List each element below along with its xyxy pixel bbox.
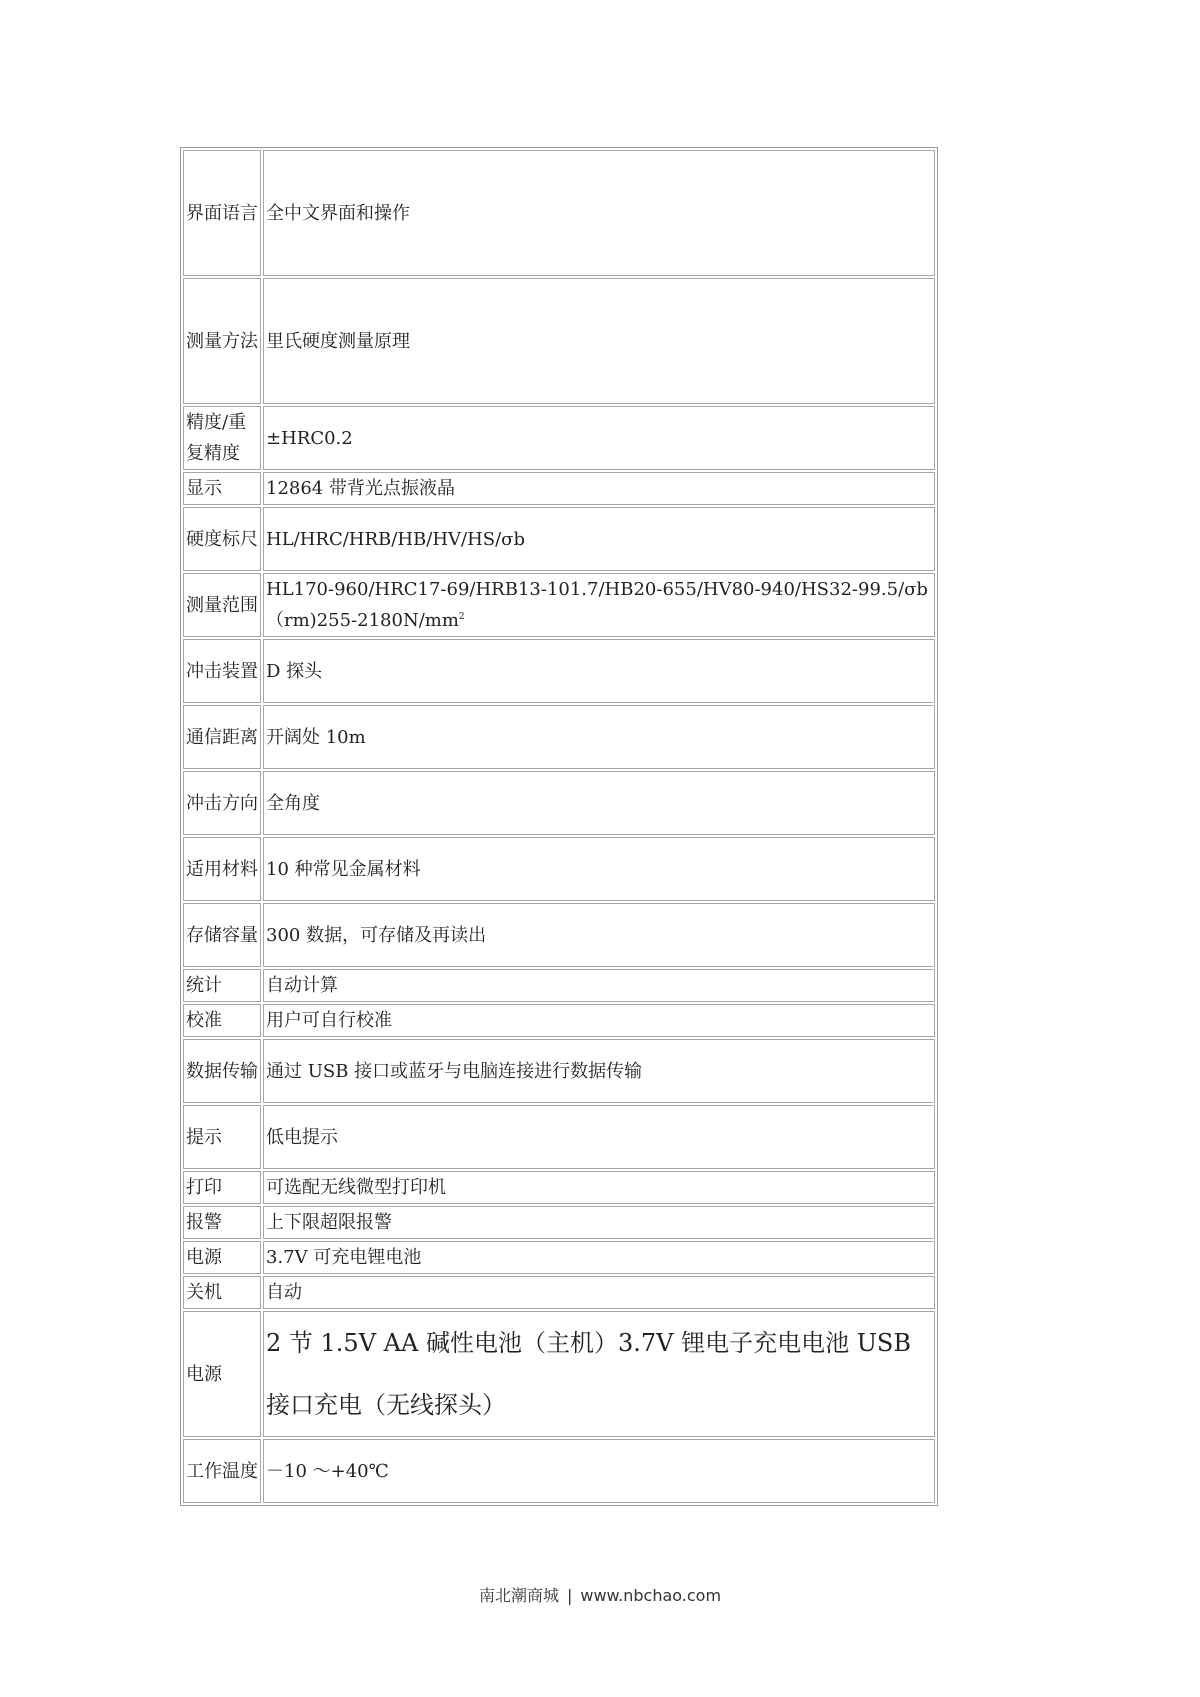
row-label: 界面语言 [183, 150, 261, 276]
row-label: 数据传输 [183, 1039, 261, 1103]
row-label: 电源 [183, 1311, 261, 1437]
row-value: 开阔处 10m [263, 705, 935, 769]
row-label: 测量范围 [183, 573, 261, 637]
row-label: 电源 [183, 1241, 261, 1274]
unit-superscript: 2 [458, 612, 465, 622]
table-row [183, 771, 935, 835]
page-footer [0, 1583, 1200, 1606]
row-value: 低电提示 [263, 1105, 935, 1169]
table-row [183, 837, 935, 901]
row-label: 适用材料 [183, 837, 261, 901]
row-value: ±HRC0.2 [263, 406, 935, 470]
row-value: D 探头 [263, 639, 935, 703]
row-label: 提示 [183, 1105, 261, 1169]
row-value: 用户可自行校准 [263, 1004, 935, 1037]
row-value: 上下限超限报警 [263, 1206, 935, 1239]
table-row [183, 1206, 935, 1239]
table-row [183, 472, 935, 505]
table-row [183, 1241, 935, 1274]
table-row [183, 903, 935, 967]
row-label: 统计 [183, 969, 261, 1002]
table-row [183, 1004, 935, 1037]
table-row [183, 406, 935, 470]
row-label: 存储容量 [183, 903, 261, 967]
row-value: 里氏硬度测量原理 [263, 278, 935, 404]
row-value: 自动计算 [263, 969, 935, 1002]
row-label: 冲击装置 [183, 639, 261, 703]
table-row [183, 1039, 935, 1103]
spec-table [180, 147, 938, 1506]
row-label: 通信距离 [183, 705, 261, 769]
table-row [183, 639, 935, 703]
table-row [183, 969, 935, 1002]
row-label: 冲击方向 [183, 771, 261, 835]
table-row [183, 1439, 935, 1503]
row-label: 精度/重复精度 [183, 406, 261, 470]
row-value: 可选配无线微型打印机 [263, 1171, 935, 1204]
table-row [183, 507, 935, 571]
footer-url[interactable]: www.nbchao.com [580, 1586, 722, 1605]
row-value: 300 数据，可存储及再读出 [263, 903, 935, 967]
row-value: 10 种常见金属材料 [263, 837, 935, 901]
row-label: 硬度标尺 [183, 507, 261, 571]
row-value: 全中文界面和操作 [263, 150, 935, 276]
row-value: －10 ～+40℃ [263, 1439, 935, 1503]
row-value: 全角度 [263, 771, 935, 835]
row-label: 工作温度 [183, 1439, 261, 1503]
table-row [183, 278, 935, 404]
table-row [183, 1276, 935, 1309]
footer-site-name: 南北潮商城 [478, 1586, 559, 1605]
table-row [183, 1171, 935, 1204]
row-label: 打印 [183, 1171, 261, 1204]
row-label: 校准 [183, 1004, 261, 1037]
row-value: 通过 USB 接口或蓝牙与电脑连接进行数据传输 [263, 1039, 935, 1103]
row-label: 关机 [183, 1276, 261, 1309]
table-row [183, 1311, 935, 1437]
table-row [183, 1105, 935, 1169]
footer-separator: | [566, 1586, 573, 1605]
row-value: 3.7V 可充电锂电池 [263, 1241, 935, 1274]
row-value: 12864 带背光点振液晶 [263, 472, 935, 505]
table-row [183, 150, 935, 276]
row-label: 显示 [183, 472, 261, 505]
row-value: 2 节 1.5V AA 碱性电池（主机）3.7V 锂电子充电电池 USB 接口充电（无线探头） [263, 1311, 935, 1437]
table-row [183, 573, 935, 637]
row-label: 测量方法 [183, 278, 261, 404]
row-value [263, 573, 935, 637]
row-value: 自动 [263, 1276, 935, 1309]
row-label: 报警 [183, 1206, 261, 1239]
table-row [183, 705, 935, 769]
row-value: HL/HRC/HRB/HB/HV/HS/σb [263, 507, 935, 571]
measure-range-text: HL170-960/HRC17-69/HRB13-101.7/HB20-655/HV80-940/HS32-99.5/σb（rm)255-2180N/mm [266, 579, 928, 631]
